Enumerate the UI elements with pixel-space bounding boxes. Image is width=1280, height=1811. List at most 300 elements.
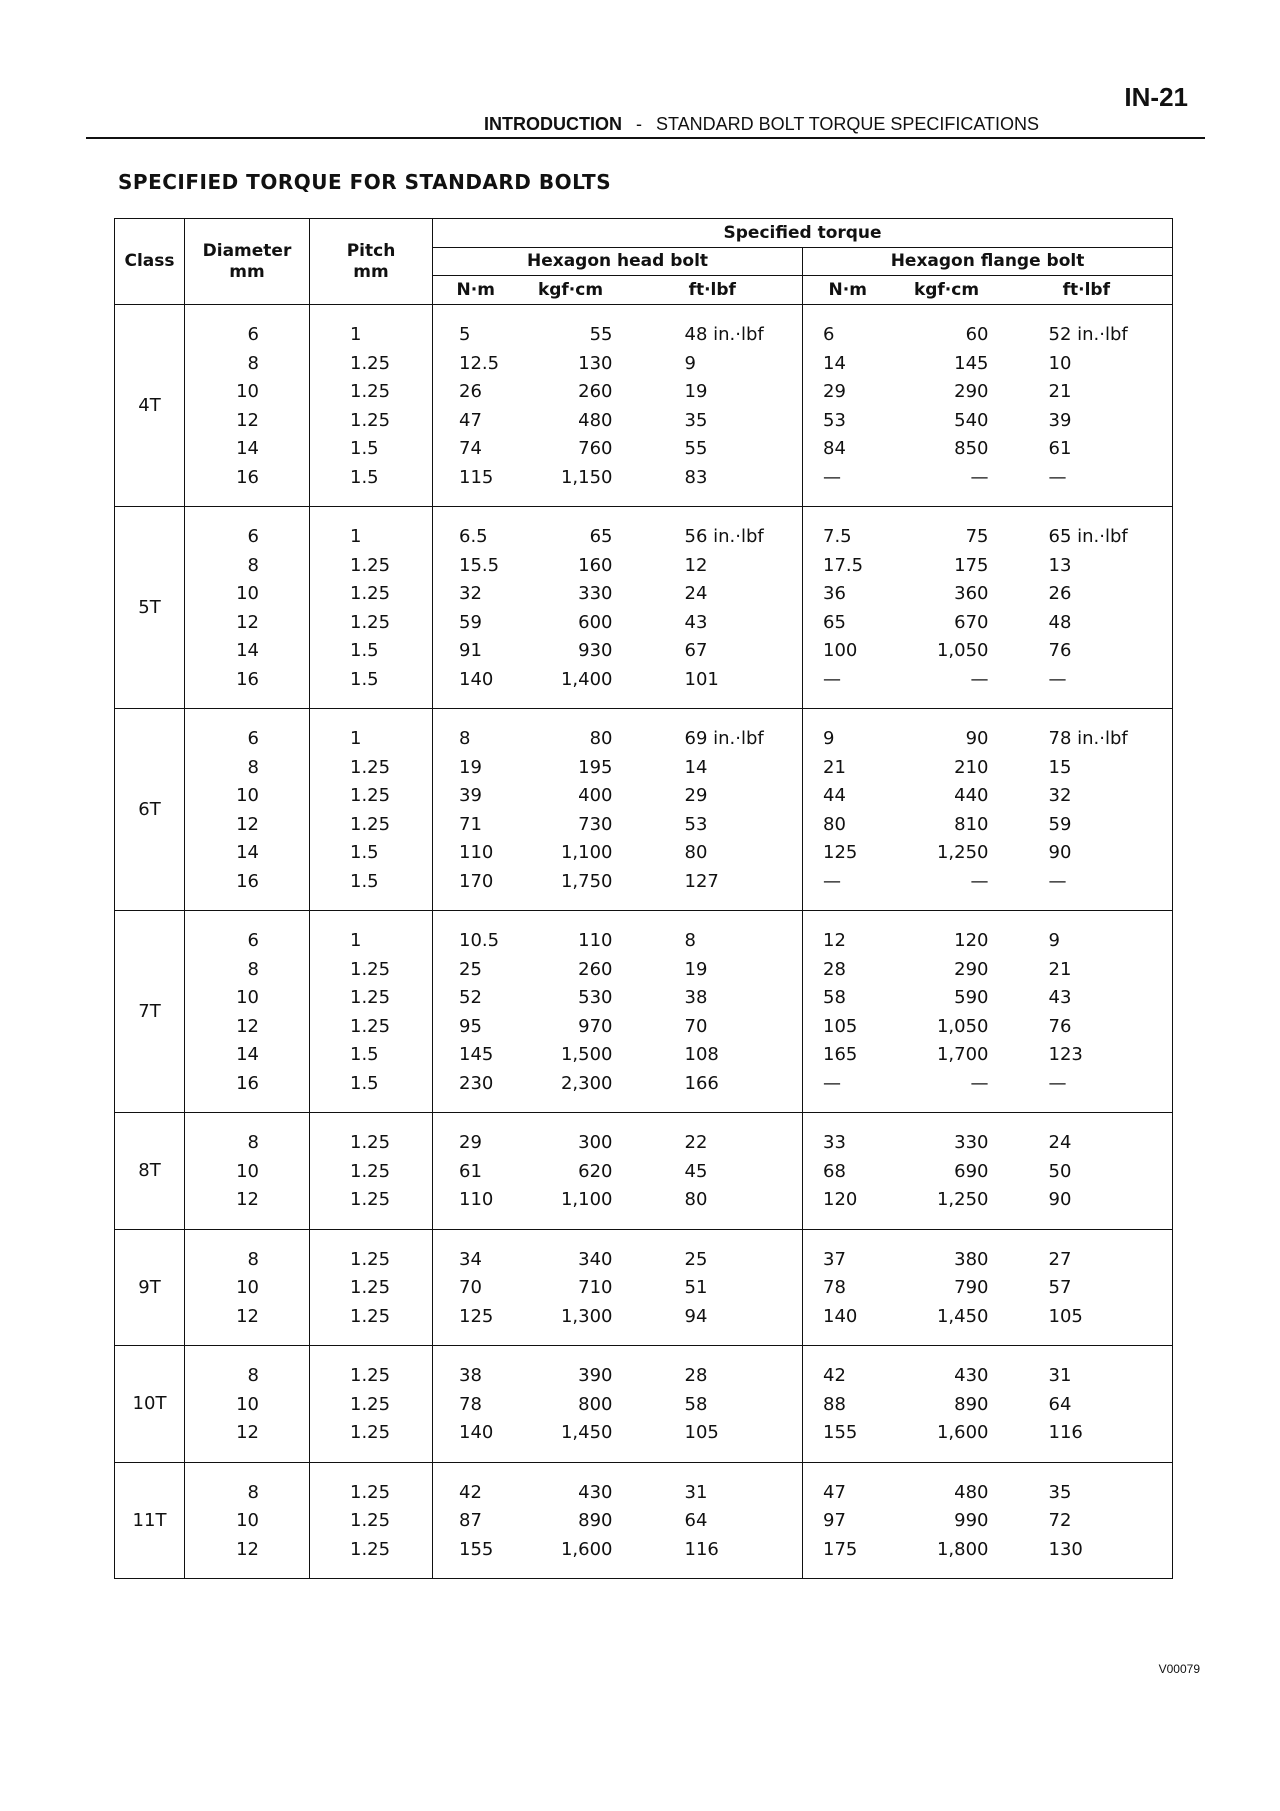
value-stack <box>310 1113 432 1229</box>
table-cell: 1.25 <box>350 1189 391 1210</box>
table-cell: 10 <box>236 1510 259 1531</box>
table-cell: 80 <box>684 842 708 863</box>
table-cell: 43 <box>684 611 708 633</box>
table-cell: 74 <box>459 438 482 459</box>
flange-nm-column <box>803 911 893 1113</box>
table-cell: 10 <box>236 1160 259 1182</box>
table-cell: 22 <box>684 1132 708 1153</box>
table-cell: 44 <box>823 785 846 806</box>
table-cell: 1.25 <box>350 1510 391 1531</box>
head-kgfcm-column <box>519 1462 623 1579</box>
table-cell: 9 <box>1048 930 1060 951</box>
diameter-column <box>185 1462 310 1579</box>
table-cell: 32 <box>459 583 482 604</box>
table-cell: 1,450 <box>936 1305 989 1327</box>
value-stack <box>310 507 432 708</box>
table-cell: 1,450 <box>560 1422 613 1443</box>
table-cell: 1.25 <box>350 813 391 835</box>
table-cell: 400 <box>578 785 613 806</box>
value-stack <box>1001 1463 1173 1579</box>
table-cell: 430 <box>954 1365 989 1386</box>
table-cell: 123 <box>1048 1044 1083 1065</box>
table-cell: 88 <box>823 1393 846 1415</box>
table-cell: 1.25 <box>350 785 391 806</box>
value-stack <box>803 507 893 708</box>
table-cell: 72 <box>1048 1510 1072 1531</box>
table-cell: 430 <box>578 1481 613 1503</box>
value-stack <box>623 1346 803 1462</box>
table-cell: 155 <box>459 1538 494 1560</box>
table-cell: 1.25 <box>350 1422 391 1443</box>
table-cell: 55 <box>589 324 613 345</box>
table-cell: 58 <box>823 987 846 1008</box>
flange-kgfcm-column <box>893 305 1001 507</box>
table-cell: 19 <box>684 381 708 402</box>
flange-ftlbf-column <box>1001 1346 1173 1463</box>
table-cell: 16 <box>236 1072 259 1094</box>
head-nm-column <box>433 1113 519 1230</box>
value-stack <box>1001 911 1173 1112</box>
table-cell: 670 <box>954 611 989 633</box>
table-cell: 210 <box>954 756 989 778</box>
value-stack <box>893 1113 1001 1229</box>
table-cell: 175 <box>823 1538 858 1560</box>
table-cell: — <box>1048 870 1067 892</box>
table-cell: 1,600 <box>560 1538 613 1560</box>
table-cell: 1,150 <box>560 466 613 488</box>
value-stack <box>1001 1113 1173 1229</box>
table-cell: 1.25 <box>350 1277 391 1298</box>
flange-nm-column <box>803 507 893 709</box>
value-stack <box>185 911 309 1112</box>
table-cell: 1.25 <box>350 352 391 374</box>
diameter-column <box>185 1229 310 1346</box>
header-class: Class <box>115 219 185 305</box>
table-cell: 1.25 <box>350 1132 391 1153</box>
table-cell: 160 <box>578 554 613 576</box>
value-stack <box>803 1230 893 1346</box>
header-pitch-label: Pitch <box>346 240 396 261</box>
flange-kgfcm-column <box>893 1113 1001 1230</box>
value-stack <box>803 709 893 910</box>
table-cell: 13 <box>1048 554 1072 576</box>
table-cell: 78 in.·lbf <box>1048 728 1128 749</box>
class-group-10t <box>115 1346 1173 1463</box>
table-cell: 24 <box>684 583 708 604</box>
table-cell: 27 <box>1048 1248 1072 1270</box>
table-cell: 33 <box>823 1132 846 1153</box>
table-cell: 145 <box>459 1044 494 1065</box>
table-cell: 21 <box>823 756 846 778</box>
table-cell: 31 <box>1048 1365 1072 1386</box>
table-cell: 2,300 <box>560 1072 613 1094</box>
table-cell: 39 <box>1048 409 1072 431</box>
table-cell: 64 <box>684 1510 708 1531</box>
flange-ftlbf-column <box>1001 1229 1173 1346</box>
table-cell: — <box>823 668 841 690</box>
head-nm-column <box>433 1346 519 1463</box>
value-stack <box>185 709 309 910</box>
table-cell: 360 <box>954 583 989 604</box>
table-cell: 1.5 <box>350 640 379 661</box>
table-cell: 10 <box>236 583 259 604</box>
table-cell: 810 <box>954 813 989 835</box>
head-kgfcm-column <box>519 1113 623 1230</box>
table-cell: 5 <box>459 324 471 345</box>
table-cell: 100 <box>823 640 858 661</box>
table-cell: 1,100 <box>560 1189 613 1210</box>
head-kgfcm-column <box>519 507 623 709</box>
table-cell: 290 <box>954 958 989 980</box>
table-cell: 16 <box>236 870 259 892</box>
table-cell: 930 <box>578 640 613 661</box>
diameter-column <box>185 911 310 1113</box>
table-cell: 10 <box>1048 352 1072 374</box>
table-cell: 25 <box>684 1248 708 1270</box>
value-stack <box>310 1463 432 1579</box>
table-cell: 90 <box>1048 842 1072 863</box>
table-cell: 35 <box>1048 1481 1072 1503</box>
table-cell: 8 <box>247 1248 259 1270</box>
diameter-column <box>185 1346 310 1463</box>
table-cell: 790 <box>954 1277 989 1298</box>
table-cell: 620 <box>578 1160 613 1182</box>
table-cell: 29 <box>823 381 846 402</box>
value-stack <box>433 911 519 1112</box>
table-cell: 65 in.·lbf <box>1048 526 1128 547</box>
table-cell: 1.5 <box>350 668 379 690</box>
table-cell: 12 <box>236 1305 259 1327</box>
table-cell: 84 <box>823 438 846 459</box>
table-cell: 6.5 <box>459 526 488 547</box>
table-cell: 140 <box>459 1422 494 1443</box>
header-flange-kgfcm: kgf·cm <box>893 276 1001 305</box>
value-stack <box>519 1463 623 1579</box>
table-cell: 53 <box>684 813 708 835</box>
table-cell: 230 <box>459 1072 494 1094</box>
table-cell: 64 <box>1048 1393 1072 1415</box>
head-ftlbf-column <box>623 305 803 507</box>
head-nm-column <box>433 1229 519 1346</box>
table-cell: 78 <box>823 1277 846 1298</box>
table-cell: 35 <box>684 409 708 431</box>
table-cell: 10 <box>236 987 259 1008</box>
class-group-6t <box>115 709 1173 911</box>
table-cell: 78 <box>459 1393 482 1415</box>
header-head-kgfcm: kgf·cm <box>519 276 623 305</box>
value-stack <box>623 507 803 708</box>
flange-ftlbf-column <box>1001 305 1173 507</box>
table-cell: 1.5 <box>350 842 379 863</box>
head-nm-column <box>433 709 519 911</box>
table-cell: 140 <box>823 1305 858 1327</box>
value-stack <box>1001 305 1173 506</box>
table-cell: 12.5 <box>459 352 500 374</box>
table-cell: 57 <box>1048 1277 1072 1298</box>
table-cell: 6 <box>823 324 835 345</box>
value-stack <box>893 305 1001 506</box>
table-cell: 1,600 <box>936 1422 989 1443</box>
table-cell: 61 <box>459 1160 482 1182</box>
class-group-5t <box>115 507 1173 709</box>
table-cell: 12 <box>236 1189 259 1210</box>
value-stack <box>519 1113 623 1229</box>
table-cell: 17.5 <box>823 554 864 576</box>
value-stack <box>433 1346 519 1462</box>
table-cell: 1,500 <box>560 1044 613 1065</box>
table-cell: 1,700 <box>936 1044 989 1065</box>
table-cell: 76 <box>1048 1015 1072 1037</box>
value-stack <box>433 709 519 910</box>
table-cell: 1.5 <box>350 870 379 892</box>
table-cell: 60 <box>965 324 989 345</box>
table-cell: 87 <box>459 1510 482 1531</box>
table-cell: 6 <box>247 324 259 345</box>
table-header <box>115 219 1173 305</box>
table-cell: 8 <box>247 1132 259 1153</box>
class-label: 7T <box>115 911 185 1113</box>
class-label: 6T <box>115 709 185 911</box>
value-stack <box>185 507 309 708</box>
table-cell: 48 in.·lbf <box>684 324 764 345</box>
pitch-column <box>310 1113 433 1230</box>
value-stack <box>623 709 803 910</box>
table-cell: 600 <box>578 611 613 633</box>
table-cell: 850 <box>954 438 989 459</box>
value-stack <box>519 911 623 1112</box>
diameter-column <box>185 709 310 911</box>
table-cell: — <box>970 466 989 488</box>
class-label: 8T <box>115 1113 185 1230</box>
table-cell: 14 <box>823 352 846 374</box>
table-cell: 8 <box>247 756 259 778</box>
table-cell: 56 in.·lbf <box>684 526 764 547</box>
table-cell: 1.25 <box>350 1538 391 1560</box>
value-stack <box>893 911 1001 1112</box>
table-cell: 1,100 <box>560 842 613 863</box>
value-stack <box>433 1230 519 1346</box>
value-stack <box>185 1463 309 1579</box>
table-cell: 61 <box>1048 438 1072 459</box>
pitch-column <box>310 305 433 507</box>
table-cell: 28 <box>684 1365 708 1386</box>
page-title: SPECIFIED TORQUE FOR STANDARD BOLTS <box>118 170 612 194</box>
value-stack <box>185 305 309 506</box>
header-specified-torque: Specified torque <box>433 219 1173 248</box>
table-cell: 97 <box>823 1510 846 1531</box>
table-cell: 800 <box>578 1393 613 1415</box>
table-cell: — <box>970 668 989 690</box>
table-cell: 10 <box>236 785 259 806</box>
table-cell: 440 <box>954 785 989 806</box>
header-head-nm: N·m <box>433 276 519 305</box>
value-stack <box>803 305 893 506</box>
header-hexagon-flange-bolt: Hexagon flange bolt <box>803 247 1173 276</box>
table-cell: 45 <box>684 1160 708 1182</box>
head-kgfcm-column <box>519 1346 623 1463</box>
head-ftlbf-column <box>623 1229 803 1346</box>
header-diameter-unit: mm <box>229 261 265 282</box>
table-cell: 59 <box>1048 813 1072 835</box>
table-cell: 260 <box>578 958 613 980</box>
value-stack <box>803 1463 893 1579</box>
table-cell: 175 <box>954 554 989 576</box>
table-cell: 32 <box>1048 785 1072 806</box>
table-cell: 12 <box>823 930 846 951</box>
table-cell: 340 <box>578 1248 613 1270</box>
table-cell: — <box>1048 668 1067 690</box>
table-cell: 1.25 <box>350 756 391 778</box>
value-stack <box>519 1346 623 1462</box>
table-cell: 1 <box>350 728 362 749</box>
table-cell: 1 <box>350 930 362 951</box>
table-cell: 14 <box>236 842 259 863</box>
table-cell: 47 <box>823 1481 846 1503</box>
table-cell: 125 <box>459 1305 494 1327</box>
table-cell: 120 <box>823 1189 858 1210</box>
table-cell: 105 <box>1048 1305 1083 1327</box>
table-cell: 1.25 <box>350 987 391 1008</box>
table-cell: 1.25 <box>350 1015 391 1037</box>
table-cell: 145 <box>954 352 989 374</box>
table-cell: 1 <box>350 324 362 345</box>
table-cell: 1.25 <box>350 1481 391 1503</box>
table-cell: 37 <box>823 1248 846 1270</box>
pitch-column <box>310 1229 433 1346</box>
value-stack <box>185 1230 309 1346</box>
table-cell: 8 <box>247 958 259 980</box>
table-cell: 300 <box>578 1132 613 1153</box>
pitch-column <box>310 1462 433 1579</box>
running-header <box>484 114 1039 135</box>
table-cell: 1,050 <box>936 640 989 661</box>
torque-table <box>114 218 1173 1579</box>
table-cell: 91 <box>459 640 482 661</box>
table-cell: 9 <box>684 352 696 374</box>
value-stack <box>433 507 519 708</box>
head-ftlbf-column <box>623 1346 803 1463</box>
table-cell: 1.25 <box>350 611 391 633</box>
table-cell: 1.5 <box>350 438 379 459</box>
flange-nm-column <box>803 1462 893 1579</box>
table-cell: 19 <box>684 958 708 980</box>
value-stack <box>310 1346 432 1462</box>
flange-ftlbf-column <box>1001 911 1173 1113</box>
table-cell: 75 <box>965 526 989 547</box>
class-label: 10T <box>115 1346 185 1463</box>
table-cell: 8 <box>247 554 259 576</box>
table-cell: 116 <box>1048 1422 1083 1443</box>
table-cell: 26 <box>1048 583 1072 604</box>
table-cell: 540 <box>954 409 989 431</box>
head-nm-column <box>433 305 519 507</box>
pitch-column <box>310 507 433 709</box>
head-nm-column <box>433 1462 519 1579</box>
table-cell: 110 <box>459 1189 494 1210</box>
table-cell: 120 <box>954 930 989 951</box>
header-pitch-unit: mm <box>353 261 389 282</box>
table-cell: 195 <box>578 756 613 778</box>
table-cell: 48 <box>1048 611 1072 633</box>
table-cell: 110 <box>578 930 613 951</box>
table-cell: — <box>823 466 841 488</box>
table-cell: — <box>970 870 989 892</box>
value-stack <box>310 1230 432 1346</box>
class-group-8t <box>115 1113 1173 1230</box>
table-cell: 26 <box>459 381 482 402</box>
table-cell: 12 <box>236 1015 259 1037</box>
diameter-column <box>185 507 310 709</box>
table-cell: 70 <box>459 1277 482 1298</box>
table-cell: 67 <box>684 640 708 661</box>
table-cell: 58 <box>684 1393 708 1415</box>
table-cell: 8 <box>247 1481 259 1503</box>
value-stack <box>519 709 623 910</box>
head-kgfcm-column <box>519 709 623 911</box>
class-label: 5T <box>115 507 185 709</box>
table-cell: 380 <box>954 1248 989 1270</box>
table-cell: 65 <box>589 526 613 547</box>
table-cell: 51 <box>684 1277 708 1298</box>
table-cell: 95 <box>459 1015 482 1037</box>
class-group-9t <box>115 1229 1173 1346</box>
table-cell: 90 <box>1048 1189 1072 1210</box>
table-cell: — <box>823 870 841 892</box>
table-cell: 890 <box>578 1510 613 1531</box>
table-cell: 970 <box>578 1015 613 1037</box>
value-stack <box>185 1346 309 1462</box>
table-cell: 130 <box>1048 1538 1083 1560</box>
value-stack <box>310 911 432 1112</box>
pitch-column <box>310 1346 433 1463</box>
table-cell: 55 <box>684 438 708 459</box>
table-cell: 530 <box>578 987 613 1008</box>
flange-nm-column <box>803 1346 893 1463</box>
table-cell: 760 <box>578 438 613 459</box>
value-stack <box>623 1463 803 1579</box>
table-cell: 1,800 <box>936 1538 989 1560</box>
page-number: IN-21 <box>1124 82 1188 112</box>
value-stack <box>893 1463 1001 1579</box>
class-group-4t <box>115 305 1173 507</box>
value-stack <box>310 305 432 506</box>
table-cell: 80 <box>684 1189 708 1210</box>
table-cell: 50 <box>1048 1160 1072 1182</box>
table-cell: 127 <box>684 870 719 892</box>
table-cell: 52 <box>459 987 482 1008</box>
header-diameter <box>185 219 310 305</box>
value-stack <box>433 1463 519 1579</box>
value-stack <box>623 1230 803 1346</box>
header-diameter-label: Diameter <box>202 240 292 261</box>
table-cell: 290 <box>954 381 989 402</box>
table-cell: 12 <box>236 1538 259 1560</box>
table-cell: 15 <box>1048 756 1072 778</box>
table-cell: 1.25 <box>350 583 391 604</box>
table-cell: 10 <box>236 1393 259 1415</box>
value-stack <box>623 1113 803 1229</box>
table-cell: 9 <box>823 728 835 749</box>
table-cell: 71 <box>459 813 482 835</box>
pitch-column <box>310 911 433 1113</box>
table-cell: 83 <box>684 466 708 488</box>
table-cell: 730 <box>578 813 613 835</box>
value-stack <box>803 911 893 1112</box>
table-cell: 8 <box>684 930 696 951</box>
table-cell: 480 <box>578 409 613 431</box>
class-label: 9T <box>115 1229 185 1346</box>
table-cell: 7.5 <box>823 526 852 547</box>
